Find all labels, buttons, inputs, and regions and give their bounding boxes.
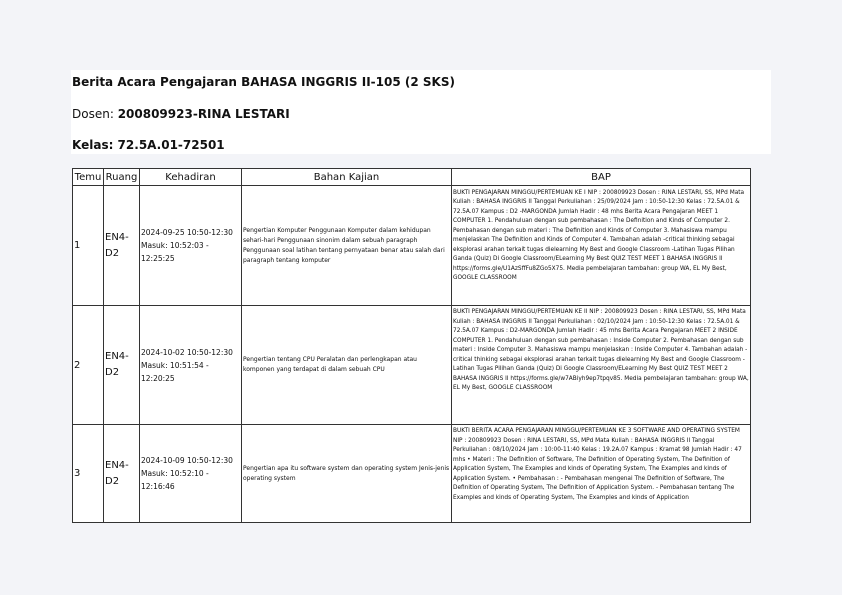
lecturer-line xyxy=(72,107,290,121)
lecturer-label: Dosen: xyxy=(72,107,118,121)
attendance-table xyxy=(72,168,751,523)
attendance xyxy=(140,425,242,523)
attendance xyxy=(140,306,242,425)
teaching-report-text: BUKTI BERITA ACARA PENGAJARAN MINGGU/PERTEMUAN KE 3 SOFTWARE AND OPERATING SYSTEM NIP : 200809923 Dosen : RINA LESTARI, SS, MPd Mata Kuliah : BAHASA INGGRIS II Tanggal Perkuliahan : 08/10/2024 Jam : 10:00-11:40 Kelas : 19.2A.07 Kampus : Kramat 98 Jumlah Hadir : 47 mhs • Materi : The Definition of Software, The Definition of Operating System, The Definition of Application System, The Examples and kinds of Operating System, The Examples and kinds of Application System. • Pembahasan : - Pembahasan mengenai The Definition of Software, The Definition of Operating System, The Definition of Application System. - Pembahasan tentang The Examples and kinds of Operating System, The Examples and kinds of Application xyxy=(453,428,742,501)
study-material: Pengertian apa itu software system dan operating system Jenis-jenis operating system xyxy=(242,425,452,523)
col-header-temu: Temu xyxy=(73,169,104,186)
schedule: 2024-10-09 10:50-12:30 xyxy=(141,456,233,465)
meeting-number: 1 xyxy=(73,186,104,306)
check-in: Masuk: 10:52:03 - 12:25:25 xyxy=(141,241,209,263)
room: EN4-D2 xyxy=(104,425,140,523)
meeting-number: 2 xyxy=(73,306,104,425)
col-header-kehadiran: Kehadiran xyxy=(140,169,242,186)
teaching-report xyxy=(452,306,751,425)
report-header xyxy=(71,70,771,154)
study-material: Pengertian Komputer Penggunaan Komputer dalam kehidupan sehari-hari Penggunaan sinonim dalam sebuah paragraph Penggunaan soal latihan tentang pernyataan benar atau salah dari paragraph tentang komputer xyxy=(242,186,452,306)
table-row xyxy=(73,306,751,425)
meeting-number: 3 xyxy=(73,425,104,523)
study-material: Pengertian tentang CPU Peralatan dan perlengkapan atau komponen yang terdapat di dalam sebuah CPU xyxy=(242,306,452,425)
teaching-report xyxy=(452,186,751,306)
col-header-ruang: Ruang xyxy=(104,169,140,186)
report-title: Berita Acara Pengajaran BAHASA INGGRIS II-105 (2 SKS) xyxy=(72,75,455,89)
attendance xyxy=(140,186,242,306)
schedule: 2024-10-02 10:50-12:30 xyxy=(141,347,233,357)
teaching-report-text: BUKTI PENGAJARAN MINGGU/PERTEMUAN KE I NIP : 200809923 Dosen : RINA LESTARI, SS, MPd Mata Kuliah : BAHASA INGGRIS II Tanggal Perkuliahan : 25/09/2024 Jam : 10:50-12:30 Kelas : 72.5A.01 & 72.5A.07 Kampus : D2 -MARGONDA Jumlah Hadir : 48 mhs Berita Acara Pengajaran MEET 1 COMPUTER 1. Pendahuluan dengan sub pembahasan : The Definition and Kinds of Computer 2. Pembahasan dengan sub materi : The Definition and Kinds of Computer 3. Mahasiswa mampu menjelaskan The Definition and Kinds of Computer 4. Tambahan adalah -critical thinking sebagai eksplorasi arahan terkait tugas dielearning My Best and Google Classroom -Latihan Tugas Pilihan Ganda (Quiz) Di Google Classroom/ELearning My Best QUIZ TEST MEET 1 BAHASA INGGRIS II https://forms.gle/U1AzSffFu8ZGo5X75. Media pembelajaran tambahan: group WA, EL My Best, GOOGLE CLASSROOM xyxy=(453,189,745,281)
table-row xyxy=(73,425,751,523)
table-row xyxy=(73,186,751,306)
teaching-report xyxy=(452,425,751,523)
check-in: Masuk: 10:52:10 - 12:16:46 xyxy=(141,469,209,491)
teaching-report-text: BUKTI PENGAJARAN MINGGU/PERTEMUAN KE II NIP : 200809923 Dosen : RINA LESTARI, SS, MPd Mata Kuliah : BAHASA INGGRIS II Tanggal Perkuliahan : 02/10/2024 Jam : 10:50-12:30 Kelas : 72.5A.01 & 72.5A.07 Kampus : D2-MARGONDA Jumlah Hadir : 45 mhs Berita Acara Pengajaran MEET 2 INSIDE COMPUTER 1. Pendahuluan dengan sub pembahasan : Inside Computer 2. Pembahasan dengan sub materi : Inside Computer 3. Mahasiswa mampu menjelaskan : Inside Computer 4. Tambahan adalah -critical thinking sebagai eksplorasi arahan terkait tugas dielearning My Best and Google Classroom -Latihan Tugas Pilihan Ganda (Quiz) Di Google Classroom/ELearning My Best QUIZ TEST MEET 2 BAHASA INGGRIS II https://forms.gle/w7ABiyh9ep7tpqv85. Media pembelajaran tambahan: group WA, EL My Best, GOOGLE CLASSROOM xyxy=(453,309,749,391)
room: EN4-D2 xyxy=(104,186,140,306)
lecturer-name: 200809923-RINA LESTARI xyxy=(117,107,290,121)
schedule: 2024-09-25 10:50-12:30 xyxy=(141,228,233,237)
room: EN4-D2 xyxy=(104,306,140,425)
col-header-bap: BAP xyxy=(452,169,751,186)
table-header-row xyxy=(73,169,751,186)
col-header-bahan-kajian: Bahan Kajian xyxy=(242,169,452,186)
check-in: Masuk: 10:51:54 - 12:20:25 xyxy=(141,360,209,383)
class-line: Kelas: 72.5A.01-72501 xyxy=(72,138,225,152)
